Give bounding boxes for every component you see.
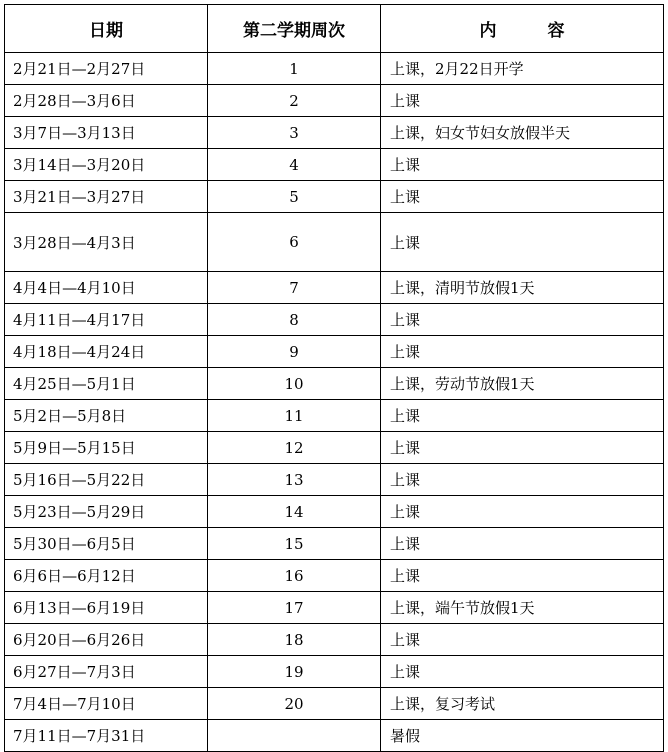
date-cell: 3月14日—3月20日 bbox=[5, 149, 208, 181]
date-cell: 5月16日—5月22日 bbox=[5, 464, 208, 496]
date-cell: 4月11日—4月17日 bbox=[5, 304, 208, 336]
date-cell: 3月28日—4月3日 bbox=[5, 213, 208, 272]
date-cell: 2月21日—2月27日 bbox=[5, 53, 208, 85]
week-cell: 15 bbox=[208, 528, 381, 560]
header-week: 第二学期周次 bbox=[208, 5, 381, 53]
table-row bbox=[5, 432, 664, 464]
week-cell: 14 bbox=[208, 496, 381, 528]
content-cell: 上课 bbox=[381, 624, 664, 656]
date-cell: 7月11日—7月31日 bbox=[5, 720, 208, 752]
week-cell: 2 bbox=[208, 85, 381, 117]
content-cell: 上课 bbox=[381, 149, 664, 181]
date-cell: 6月27日—7月3日 bbox=[5, 656, 208, 688]
content-cell: 上课 bbox=[381, 85, 664, 117]
table-row bbox=[5, 464, 664, 496]
date-cell: 4月4日—4月10日 bbox=[5, 272, 208, 304]
week-cell: 12 bbox=[208, 432, 381, 464]
table-row bbox=[5, 272, 664, 304]
week-cell: 9 bbox=[208, 336, 381, 368]
table-row bbox=[5, 53, 664, 85]
table-row bbox=[5, 181, 664, 213]
content-cell: 上课，2月22日开学 bbox=[381, 53, 664, 85]
content-cell: 上课 bbox=[381, 496, 664, 528]
table-row bbox=[5, 336, 664, 368]
schedule-table bbox=[4, 4, 664, 752]
table-row bbox=[5, 720, 664, 752]
header-row bbox=[5, 5, 664, 53]
week-cell: 13 bbox=[208, 464, 381, 496]
date-cell: 6月6日—6月12日 bbox=[5, 560, 208, 592]
content-cell: 上课，妇女节妇女放假半天 bbox=[381, 117, 664, 149]
date-cell: 5月30日—6月5日 bbox=[5, 528, 208, 560]
week-cell bbox=[208, 720, 381, 752]
week-cell: 8 bbox=[208, 304, 381, 336]
week-cell: 19 bbox=[208, 656, 381, 688]
date-cell: 4月18日—4月24日 bbox=[5, 336, 208, 368]
content-cell: 上课，端午节放假1天 bbox=[381, 592, 664, 624]
date-cell: 6月20日—6月26日 bbox=[5, 624, 208, 656]
content-cell: 上课 bbox=[381, 528, 664, 560]
content-cell: 上课 bbox=[381, 400, 664, 432]
table-row bbox=[5, 213, 664, 272]
week-cell: 4 bbox=[208, 149, 381, 181]
table-row bbox=[5, 528, 664, 560]
date-cell: 7月4日—7月10日 bbox=[5, 688, 208, 720]
content-cell: 上课 bbox=[381, 181, 664, 213]
content-cell: 上课 bbox=[381, 432, 664, 464]
date-cell: 4月25日—5月1日 bbox=[5, 368, 208, 400]
content-cell: 上课，复习考试 bbox=[381, 688, 664, 720]
table-row bbox=[5, 149, 664, 181]
content-cell: 上课 bbox=[381, 336, 664, 368]
content-cell: 上课 bbox=[381, 656, 664, 688]
table-row bbox=[5, 85, 664, 117]
content-cell: 上课，劳动节放假1天 bbox=[381, 368, 664, 400]
content-cell: 上课，清明节放假1天 bbox=[381, 272, 664, 304]
table-row bbox=[5, 117, 664, 149]
date-cell: 3月7日—3月13日 bbox=[5, 117, 208, 149]
content-cell: 上课 bbox=[381, 304, 664, 336]
content-cell: 暑假 bbox=[381, 720, 664, 752]
content-cell: 上课 bbox=[381, 213, 664, 272]
date-cell: 5月9日—5月15日 bbox=[5, 432, 208, 464]
table-row bbox=[5, 400, 664, 432]
table-row bbox=[5, 368, 664, 400]
date-cell: 5月2日—5月8日 bbox=[5, 400, 208, 432]
table-row bbox=[5, 688, 664, 720]
date-cell: 6月13日—6月19日 bbox=[5, 592, 208, 624]
week-cell: 7 bbox=[208, 272, 381, 304]
content-cell: 上课 bbox=[381, 464, 664, 496]
table-row bbox=[5, 496, 664, 528]
week-cell: 1 bbox=[208, 53, 381, 85]
date-cell: 2月28日—3月6日 bbox=[5, 85, 208, 117]
week-cell: 3 bbox=[208, 117, 381, 149]
content-cell: 上课 bbox=[381, 560, 664, 592]
table-row bbox=[5, 304, 664, 336]
table-row bbox=[5, 592, 664, 624]
date-cell: 3月21日—3月27日 bbox=[5, 181, 208, 213]
week-cell: 10 bbox=[208, 368, 381, 400]
week-cell: 17 bbox=[208, 592, 381, 624]
week-cell: 5 bbox=[208, 181, 381, 213]
table-row bbox=[5, 656, 664, 688]
week-cell: 20 bbox=[208, 688, 381, 720]
week-cell: 11 bbox=[208, 400, 381, 432]
header-content: 内 容 bbox=[381, 5, 664, 53]
date-cell: 5月23日—5月29日 bbox=[5, 496, 208, 528]
week-cell: 16 bbox=[208, 560, 381, 592]
table-row bbox=[5, 560, 664, 592]
header-date: 日期 bbox=[5, 5, 208, 53]
table-row bbox=[5, 624, 664, 656]
week-cell: 6 bbox=[208, 213, 381, 272]
week-cell: 18 bbox=[208, 624, 381, 656]
